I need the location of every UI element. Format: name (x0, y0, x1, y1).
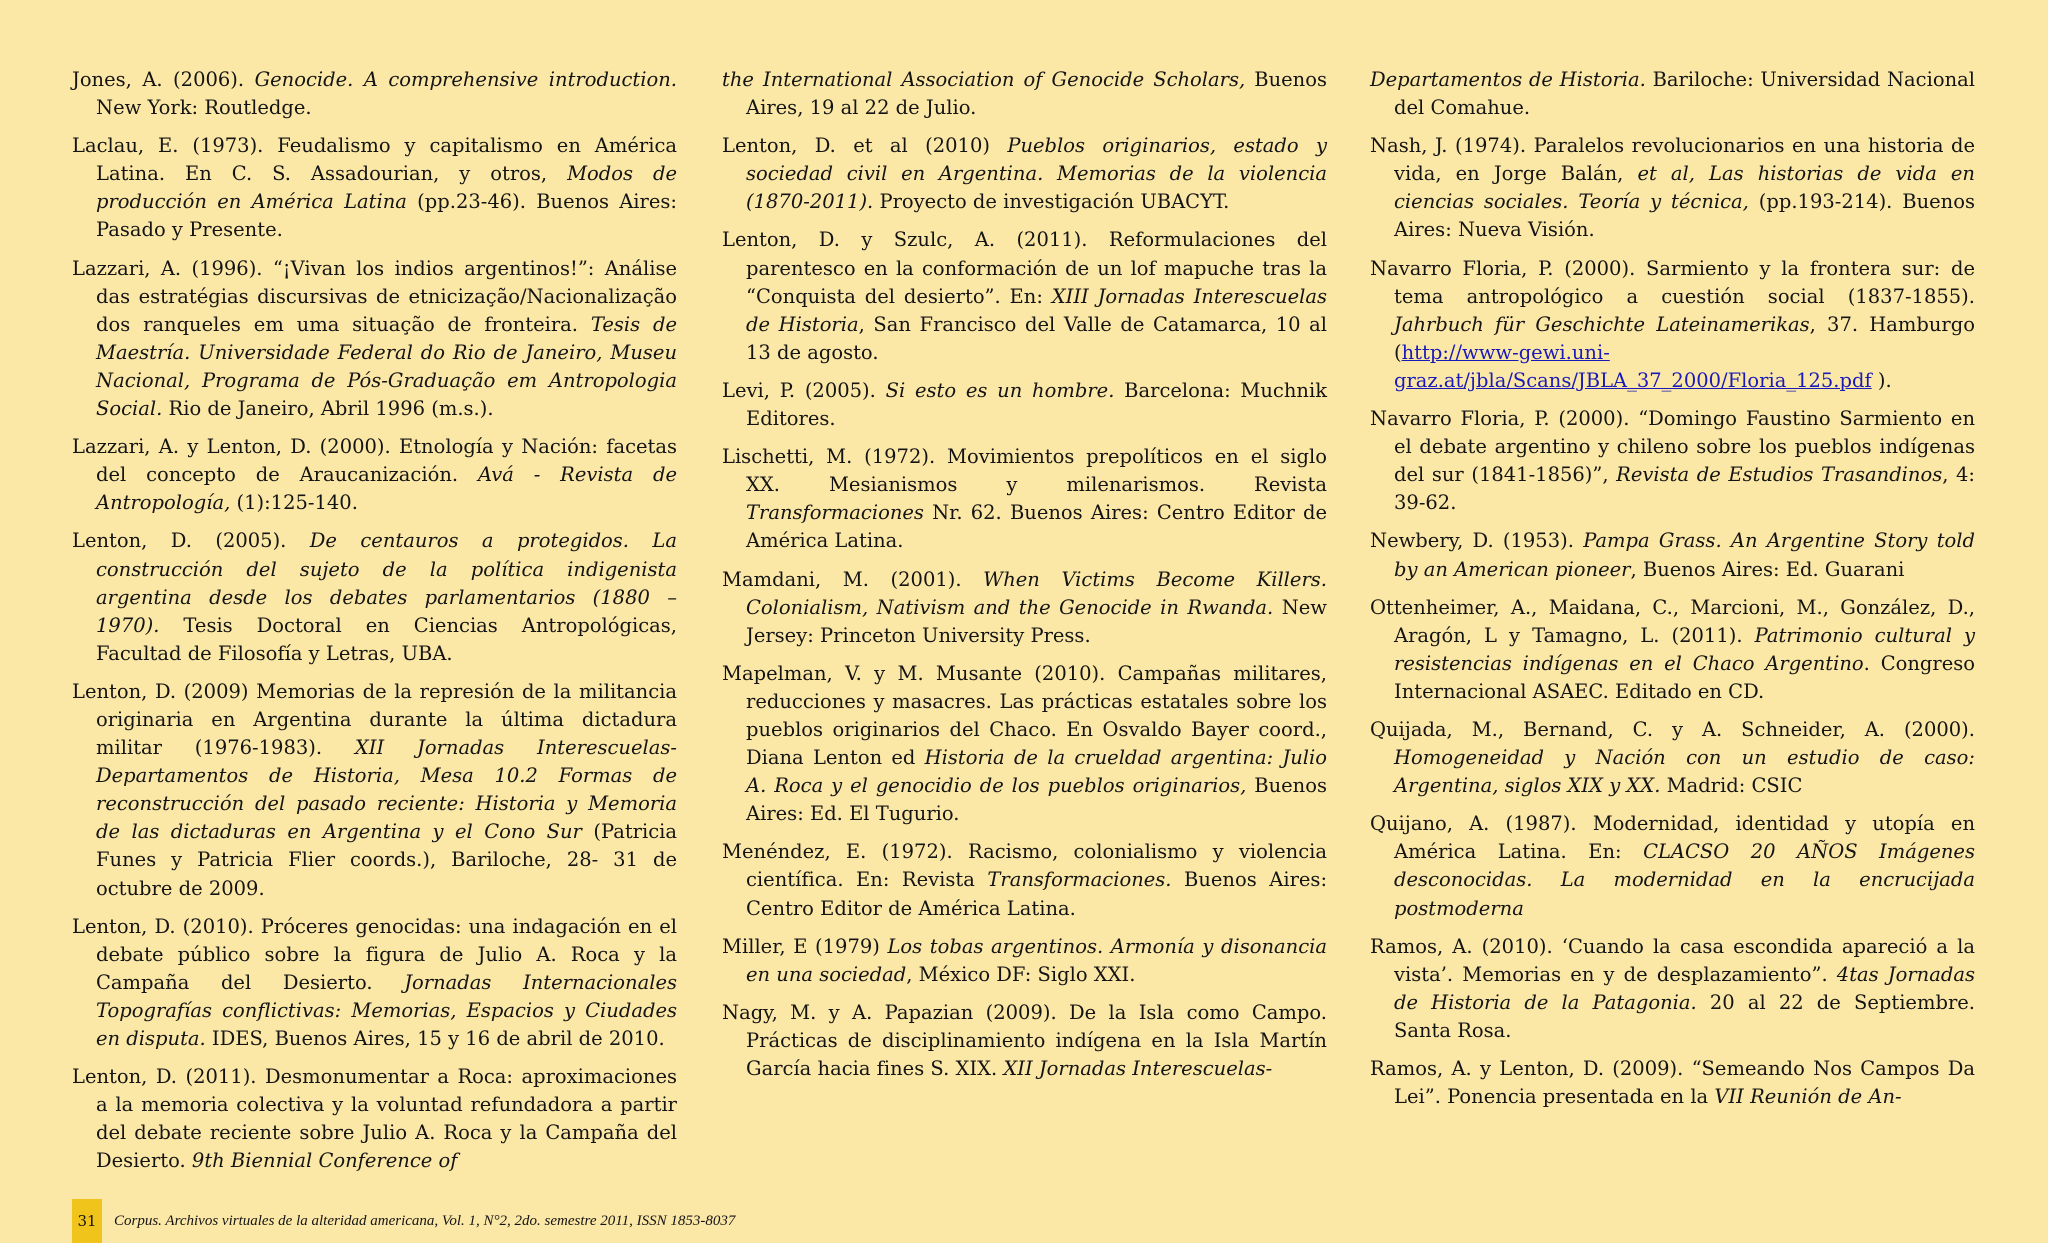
reference-text: , 37. Hamburgo ( (1394, 312, 1975, 364)
reference-text: , San Francisco del Valle de Catamarca, 10 al 13 de agosto. (746, 312, 1327, 364)
reference-entry (1370, 933, 1975, 1045)
reference-text: Ottenheimer, A., Maidana, C., Marcioni, M., González, D., Aragón, L y Tamagno, L. (2011). (1370, 595, 1975, 647)
reference-text: Nagy, M. y A. Papazian (2009). De la Isla como Campo. Prácticas de disciplinamiento indígena en la Isla Martín García hacia fines S. XIX. (722, 1000, 1327, 1080)
reference-text: Newbery, D. (1953). (1370, 529, 1584, 553)
reference-text: Barcelona: Muchnik Editores. (746, 378, 1328, 431)
reference-entry (1370, 810, 1975, 922)
reference-italic-text: Transformaciones (746, 501, 924, 525)
reference-italic-text: Historia de la crueldad argentina: Julio A. Roca y el genocidio de los pueblos originarios, (746, 746, 1327, 798)
reference-text: Proyecto de investigación UBACYT. (873, 190, 1230, 214)
reference-entry (1370, 255, 1975, 395)
reference-text: Nr. 62. Buenos Aires: Centro Editor de América Latina. (746, 501, 1327, 553)
reference-italic-text: Modos de producción en América Latina (96, 162, 677, 214)
reference-text: Lenton, D. (2005). (72, 529, 310, 553)
reference-italic-text: Transformaciones. (987, 868, 1172, 892)
journal-citation: Corpus. Archivos virtuales de la alteridad americana, Vol. 1, N°2, 2do. semestre 2011, ISSN 1853-8037 (114, 1212, 736, 1229)
reference-text: Navarro Floria, P. (2000). “Domingo Faustino Sarmiento en el debate argentino y chileno sobre los pueblos indígenas del sur (1841-1856)”, (1370, 407, 1975, 487)
reference-entry (722, 933, 1327, 989)
reference-text: Rio de Janeiro, Abril 1996 (m.s.). (162, 397, 494, 421)
reference-text: Lenton, D. (2011). Desmonumentar a Roca: aproximaciones a la memoria colectiva y la voluntad refundadora a partir del debate reciente sobre Julio A. Roca y la Campaña del Desierto. (72, 1065, 677, 1173)
reference-italic-text: et al, Las historias de vida en ciencias sociales. Teoría y técnica, (1394, 162, 1975, 214)
reference-italic-text: 9th Biennial Conference of (191, 1149, 458, 1173)
reference-italic-text: Tesis de Maestría. Universidade Federal do Rio de Janeiro, Museu Nacional, Programa de Pós-Graduação em Antropologia Social. (96, 312, 677, 421)
reference-text: Lenton, D. (2010). Próceres genocidas: una indagación en el debate público sobre la figura de Julio A. Roca y la Campaña del Desierto. (72, 914, 677, 994)
reference-text: Levi, P. (2005). (722, 378, 886, 402)
reference-italic-text: XIII Jornadas Interescuelas de Historia (746, 284, 1327, 336)
reference-entry (722, 443, 1327, 555)
reference-italic-text: Jornadas Internacionales Topografías conflictivas: Memorias, Espacios y Ciudades en disputa. (96, 970, 678, 1050)
reference-text: Lenton, D. et al (2010) (722, 134, 1008, 158)
reference-italic-text: Pueblos originarios, estado y sociedad civil en Argentina. Memorias de la violencia (1870-2011). (746, 134, 1327, 214)
reference-entry (1370, 405, 1975, 517)
reference-entry (1370, 716, 1975, 800)
reference-text: (pp.23-46). Buenos Aires: Pasado y Presente. (96, 190, 677, 242)
reference-italic-text: Jahrbuch für Geschichte Lateinamerikas (1394, 312, 1810, 336)
reference-italic-text: VII Reunión de An- (1714, 1085, 1902, 1109)
reference-text: . Congreso Internacional ASAEC. Editado en CD. (1394, 651, 1975, 703)
reference-entry (72, 527, 677, 667)
reference-text: Buenos Aires: Centro Editor de América Latina. (746, 868, 1328, 920)
reference-text: Bariloche: Universidad Nacional del Comahue. (1394, 68, 1975, 120)
reference-italic-text: Patrimonio cultural y resistencias indígenas en el Chaco Argentino (1394, 623, 1975, 675)
page-number: 31 (72, 1199, 102, 1243)
reference-italic-text: Avá - Revista de Antropología, (96, 463, 677, 515)
reference-column-1 (72, 66, 677, 1185)
reference-entry (722, 566, 1327, 650)
reference-entry (722, 999, 1327, 1083)
reference-text: Buenos Aires: Ed. El Tugurio. (746, 774, 1327, 826)
reference-text: (Patricia Funes y Patricia Flier coords.), Bariloche, 28- 31 de octubre de 2009. (96, 820, 677, 900)
reference-entry (722, 132, 1327, 216)
reference-italic-text: De centauros a protegidos. La construcción del sujeto de la política indigenista argentina desde los debates parlamentarios (1880 – 1970). (96, 529, 677, 637)
reference-entry (72, 66, 677, 122)
reference-text: (1):125-140. (230, 491, 358, 515)
reference-italic-text: Genocide. A comprehensive introduction. (254, 68, 677, 91)
reference-entry (1370, 66, 1975, 122)
reference-text: ). (1871, 368, 1892, 392)
reference-column-3 (1370, 66, 1975, 1121)
reference-text: Quijano, A. (1987). Modernidad, identidad y utopía en América Latina. En: (1370, 812, 1975, 864)
reference-text: Laclau, E. (1973). Feudalismo y capitalismo en América Latina. En C. S. Assadourian, y otros, (72, 134, 677, 186)
reference-entry (72, 132, 677, 244)
reference-text: Lazzari, A. y Lenton, D. (2000). Etnología y Nación: facetas del concepto de Araucanización. (72, 435, 677, 487)
reference-text: Jones, A. (2006). (72, 68, 255, 91)
reference-italic-text: XII Jornadas Interescuelas- (1003, 1057, 1273, 1080)
reference-link[interactable]: http://www-gewi.uni-graz.at/jbla/Scans/JBLA_37_2000/Floria_125.pdf (1394, 340, 1872, 392)
reference-entry (722, 66, 1327, 122)
reference-entry (72, 255, 677, 424)
reference-italic-text: Departamentos de Historia. (1370, 68, 1646, 91)
reference-text: , México DF: Siglo XXI. (906, 962, 1136, 986)
reference-italic-text: Revista de Estudios Trasandinos (1616, 463, 1943, 487)
reference-column-2 (722, 66, 1327, 1093)
reference-text: Nash, J. (1974). Paralelos revolucionarios en una historia de vida, en Jorge Balán, (1370, 134, 1975, 186)
reference-text: Lenton, D. (2009) Memorias de la represión de la militancia originaria en Argentina durante la última dictadura militar (1976-1983). (72, 679, 677, 760)
reference-text: Ramos, A. (2010). ‘Cuando la casa escondida apareció a la vista’. Memorias en y de desplazamiento”. (1370, 934, 1975, 986)
reference-text: Tesis Doctoral en Ciencias Antropológicas, Facultad de Filosofía y Letras, UBA. (96, 613, 677, 665)
reference-text: 20 al 22 de Septiembre. Santa Rosa. (1394, 990, 1975, 1042)
reference-entry (722, 660, 1327, 829)
reference-entry (72, 433, 677, 517)
reference-entry (72, 678, 677, 903)
reference-italic-text: 4tas Jornadas de Historia de la Patagonia. (1394, 962, 1975, 1014)
reference-italic-text: When Victims Become Killers. Colonialism, Nativism and the Genocide in Rwanda. (746, 567, 1327, 619)
reference-text: Mamdani, M. (2001). (722, 567, 984, 591)
reference-entry (1370, 132, 1975, 244)
reference-text: Lischetti, M. (1972). Movimientos prepolíticos en el siglo XX. Mesianismos y milenarismos. Revista (722, 445, 1327, 497)
page-footer (72, 1199, 735, 1243)
reference-text: Menéndez, E. (1972). Racismo, colonialismo y violencia científica. En: Revista (722, 840, 1327, 892)
reference-text: Lenton, D. y Szulc, A. (2011). Reformulaciones del parentesco en la conformación de un lof mapuche tras la “Conquista del desierto”. En: (722, 228, 1327, 308)
reference-text: Ramos, A. y Lenton, D. (2009). “Semeando Nos Campos Da Lei”. Ponencia presentada en la (1370, 1057, 1975, 1109)
reference-italic-text: Los tobas argentinos. Armonía y disonancia en una sociedad (746, 934, 1328, 986)
reference-text: Lazzari, A. (1996). “¡Vivan los indios argentinos!”: Análise das estratégias discursivas de etnicização/Nacionalização dos ranqueles em uma situação de fronteira. (72, 256, 677, 336)
reference-text: Miller, E (1979) (722, 934, 888, 958)
reference-text: (pp.193-214). Buenos Aires: Nueva Visión. (1394, 190, 1975, 242)
reference-entry (1370, 527, 1975, 583)
reference-italic-text: CLACSO 20 AÑOS Imágenes desconocidas. La modernidad en la encrucijada postmoderna (1394, 840, 1975, 920)
reference-text: , Buenos Aires: Ed. Guarani (1630, 557, 1905, 581)
reference-italic-text: XII Jornadas Interescuelas-Departamentos de Historia, Mesa 10.2 Formas de reconstrucción del pasado reciente: Historia y Memoria de las dictaduras en Argentina y el Cono Sur (96, 736, 677, 844)
reference-entry (722, 226, 1327, 366)
reference-text: Quijada, M., Bernand, C. y A. Schneider, A. (2000). (1370, 717, 1975, 741)
reference-italic-text: Si esto es un hombre. (885, 378, 1115, 402)
reference-italic-text: Pampa Grass. An Argentine Story told by an American pioneer (1394, 529, 1975, 581)
reference-text: Buenos Aires, 19 al 22 de Julio. (746, 68, 1327, 120)
reference-italic-text: the International Association of Genocide Scholars, (722, 68, 1246, 91)
reference-entry (1370, 594, 1975, 706)
reference-entry (722, 377, 1327, 433)
reference-entry (722, 838, 1327, 922)
reference-text: New Jersey: Princeton University Press. (746, 595, 1327, 647)
reference-text: New York: Routledge. (96, 96, 312, 120)
reference-entry (1370, 1055, 1975, 1111)
reference-entry (72, 913, 677, 1053)
reference-text: Madrid: CSIC (1660, 774, 1803, 798)
reference-entry (72, 1063, 677, 1175)
reference-italic-text: Homogeneidad y Nación con un estudio de caso: Argentina, siglos XIX y XX. (1394, 746, 1975, 798)
reference-text: Mapelman, V. y M. Musante (2010). Campañas militares, reducciones y masacres. Las prácticas estatales sobre los pueblos originarios del Chaco. En Osvaldo Bayer coord., Diana Lenton ed (722, 661, 1327, 770)
reference-text: IDES, Buenos Aires, 15 y 16 de abril de 2010. (205, 1027, 665, 1050)
reference-text: Navarro Floria, P. (2000). Sarmiento y la frontera sur: de tema antropológico a cuestión social (1837-1855). (1370, 256, 1975, 308)
reference-text: , 4: 39-62. (1394, 463, 1975, 515)
